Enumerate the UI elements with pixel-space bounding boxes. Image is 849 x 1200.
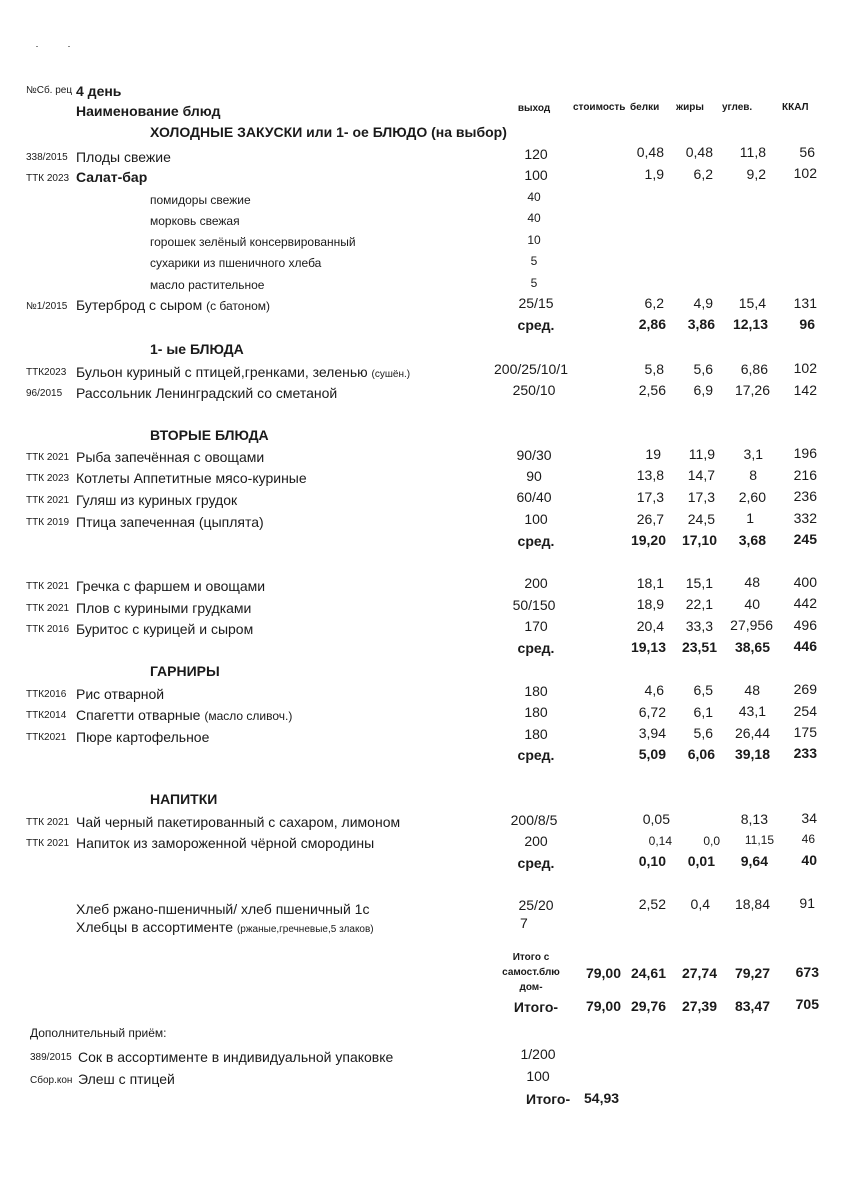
- total-kcal: 673: [795, 964, 819, 980]
- output-value: 170: [524, 618, 548, 634]
- output-value: 120: [524, 146, 548, 162]
- carbs-value: 18,84: [734, 896, 770, 912]
- dish-note: (масло сливоч.): [204, 709, 293, 723]
- protein-column-header: белки: [630, 102, 660, 113]
- dish-name: Рыба запечённая с овощами: [76, 449, 265, 465]
- carbs-avg: 3,68: [738, 532, 766, 548]
- total-kcal: 705: [795, 996, 819, 1012]
- total-label-line3: дом-: [519, 982, 543, 993]
- fat-value: 17,3: [687, 489, 715, 505]
- fat-value: 0,0: [703, 834, 720, 848]
- recipe-code: ТТК2014: [26, 710, 67, 721]
- kcal-avg: 245: [793, 531, 817, 547]
- fat-value: 6,5: [693, 682, 713, 698]
- carbs-value: 40: [744, 596, 760, 612]
- recipe-code: 338/2015: [26, 152, 68, 163]
- recipe-code: Сбор.кон: [30, 1075, 73, 1086]
- section-title-drinks: НАПИТКИ: [150, 791, 218, 807]
- ingredient-output: 10: [527, 233, 541, 247]
- total-protein: 24,61: [630, 965, 666, 981]
- carbs-avg: 12,13: [732, 316, 768, 332]
- day-title: 4 день: [76, 83, 122, 99]
- ingredient-output: 5: [530, 254, 538, 268]
- ingredient-name: горошек зелёный консервированный: [150, 235, 356, 249]
- fat-value: 4,9: [693, 295, 713, 311]
- average-label: сред.: [517, 855, 555, 871]
- ingredient-name: сухарики из пшеничного хлеба: [150, 256, 322, 270]
- protein-value: 0,14: [648, 834, 672, 848]
- recipe-code: ТТК 2023: [26, 473, 70, 484]
- kcal-value: 102: [793, 165, 817, 181]
- carbs-value: 2,60: [738, 489, 766, 505]
- kcal-value: 496: [793, 617, 817, 633]
- scan-speck: [36, 46, 38, 47]
- dish-name: Салат-бар: [76, 169, 148, 185]
- carbs-avg: 9,64: [740, 853, 768, 869]
- protein-avg: 5,09: [638, 746, 666, 762]
- fat-value: 6,2: [693, 166, 713, 182]
- kcal-value: 400: [793, 574, 817, 590]
- kcal-avg: 40: [801, 852, 817, 868]
- extra-meal-title: Дополнительный приём:: [30, 1026, 167, 1040]
- carbs-avg: 38,65: [734, 639, 770, 655]
- protein-value: 13,8: [636, 467, 664, 483]
- kcal-value: 175: [793, 724, 817, 740]
- dish-name-text: Хлебцы в ассортименте: [76, 919, 234, 935]
- protein-value: 3,94: [638, 725, 666, 741]
- ingredient-name: масло растительное: [150, 278, 265, 292]
- dish-name: Гуляш из куриных грудок: [76, 492, 238, 508]
- recipe-code: №1/2015: [26, 301, 68, 312]
- carbs-value: 9,2: [746, 166, 766, 182]
- recipe-code: ТТК 2023: [26, 173, 70, 184]
- fat-value: 15,1: [685, 575, 713, 591]
- output-value: 200/25/10/1: [494, 361, 568, 377]
- carbs-value: 48: [744, 682, 760, 698]
- protein-value: 6,2: [644, 295, 664, 311]
- carbs-value: 17,26: [734, 382, 770, 398]
- average-label: сред.: [517, 747, 555, 763]
- output-value: 250/10: [512, 382, 556, 398]
- protein-value: 26,7: [636, 511, 664, 527]
- fat-value: 5,6: [693, 725, 713, 741]
- total-carbs: 79,27: [734, 965, 770, 981]
- protein-value: 0,48: [636, 144, 664, 160]
- kcal-value: 254: [793, 703, 817, 719]
- protein-value: 5,8: [644, 361, 664, 377]
- dish-name: Рассольник Ленинградский со сметаной: [76, 385, 338, 401]
- protein-value: 18,1: [636, 575, 664, 591]
- fat-avg: 3,86: [687, 316, 715, 332]
- scan-speck: [68, 46, 70, 47]
- dish-name: Рис отварной: [76, 686, 165, 702]
- cost-column-header: стоимость: [573, 103, 626, 113]
- carbs-value: 48: [744, 574, 760, 590]
- dish-name: Напиток из замороженной чёрной смородины: [76, 835, 375, 851]
- ingredient-name: морковь свежая: [150, 214, 240, 228]
- total-fat: 27,39: [681, 998, 717, 1014]
- output-value: 25/20: [518, 897, 554, 913]
- kcal-value: 332: [793, 510, 817, 526]
- carbs-value: 3,1: [743, 446, 763, 462]
- protein-value: 2,52: [638, 896, 666, 912]
- recipe-code: ТТК 2021: [26, 495, 70, 506]
- dish-note: (сушён.): [371, 369, 411, 380]
- dish-name: Плоды свежие: [76, 149, 171, 165]
- protein-avg: 19,13: [630, 639, 666, 655]
- protein-value: 18,9: [636, 596, 664, 612]
- ingredient-output: 40: [527, 211, 541, 225]
- fat-avg: 6,06: [687, 746, 715, 762]
- recipe-code: ТТК 2021: [26, 452, 70, 463]
- recipe-code: 96/2015: [26, 388, 63, 399]
- recipe-code: ТТК 2016: [26, 624, 70, 635]
- kcal-value: 196: [793, 445, 817, 461]
- output-value: 1/200: [520, 1046, 556, 1062]
- carbs-value: 26,44: [734, 725, 770, 741]
- section-title-side-dishes: ГАРНИРЫ: [150, 663, 220, 679]
- dish-name: Чай черный пакетированный с сахаром, лимоном: [76, 814, 401, 830]
- total-label-line2: самост.блю: [502, 967, 560, 978]
- dish-note: (с батоном): [206, 299, 271, 313]
- ingredient-output: 5: [530, 276, 538, 290]
- ingredient-name: помидоры свежие: [150, 193, 251, 207]
- kcal-value: 269: [793, 681, 817, 697]
- output-value: 180: [524, 726, 548, 742]
- average-label: сред.: [517, 533, 555, 549]
- output-value: 25/15: [518, 295, 554, 311]
- kcal-value: 216: [793, 467, 817, 483]
- fat-value: 6,1: [693, 704, 713, 720]
- total-label: Итого-: [513, 999, 559, 1015]
- kcal-value: 56: [799, 144, 815, 160]
- carbs-value: 8,13: [740, 811, 768, 827]
- dish-name: [76, 365, 410, 380]
- protein-value: 19: [645, 446, 661, 462]
- recipe-code: ТТК 2021: [26, 603, 70, 614]
- recipe-code: 389/2015: [30, 1052, 72, 1063]
- fat-column-header: жиры: [676, 102, 704, 113]
- ingredient-output: 40: [527, 190, 541, 204]
- fat-value: 24,5: [687, 511, 715, 527]
- dish-name-text: Бульон куриный с птицей,гренками, зеленью: [76, 364, 368, 380]
- dish-name: Сок в ассортименте в индивидуальной упаковке: [78, 1049, 394, 1065]
- dish-name: [76, 298, 270, 312]
- dish-name: Буритос с курицей и сыром: [76, 621, 254, 637]
- dish-name-text: Бутерброд с сыром: [76, 297, 203, 313]
- fat-avg: 17,10: [681, 532, 717, 548]
- dish-name: Хлеб ржано-пшеничный/ хлеб пшеничный 1с: [76, 901, 370, 917]
- kcal-value: 131: [793, 295, 817, 311]
- average-label: сред.: [517, 317, 555, 333]
- carbs-value: 1: [746, 510, 754, 526]
- dish-name: Элеш с птицей: [78, 1071, 175, 1087]
- kcal-value: 142: [793, 382, 817, 398]
- protein-value: 20,4: [636, 618, 664, 634]
- carbs-value: 11,15: [744, 833, 774, 847]
- dish-name-text: Спагетти отварные: [76, 707, 201, 723]
- total-carbs: 83,47: [734, 998, 770, 1014]
- carbs-avg: 39,18: [734, 746, 770, 762]
- total-protein: 29,76: [630, 998, 666, 1014]
- kcal-value: 102: [793, 360, 817, 376]
- output-value: 200: [524, 833, 548, 849]
- output-value: 200/8/5: [510, 812, 558, 828]
- recipe-code: ТТК2016: [26, 689, 67, 700]
- carbs-value: 6,86: [740, 361, 768, 377]
- carbs-value: 8: [749, 467, 757, 483]
- fat-value: 0,48: [685, 144, 713, 160]
- output-value: 90/30: [516, 447, 552, 463]
- kcal-value: 34: [801, 810, 817, 826]
- output-value: 180: [524, 704, 548, 720]
- fat-value: 6,9: [693, 382, 713, 398]
- output-value: 180: [524, 683, 548, 699]
- protein-value: 2,56: [638, 382, 666, 398]
- recipe-code: ТТК 2019: [26, 517, 70, 528]
- kcal-value: 46: [801, 832, 815, 846]
- fat-avg: 0,01: [687, 853, 715, 869]
- section-title-cold-starters: ХОЛОДНЫЕ ЗАКУСКИ или 1- ое БЛЮДО (на выбор): [150, 124, 507, 140]
- output-value: 90: [526, 468, 542, 484]
- total-label-line1: Итого с: [512, 952, 550, 963]
- total-fat: 27,74: [681, 965, 717, 981]
- carbs-value: 43,1: [738, 703, 766, 719]
- output-value: 100: [524, 511, 548, 527]
- output-value: 60/40: [516, 489, 552, 505]
- protein-avg: 2,86: [638, 316, 666, 332]
- total-cost: 79,00: [585, 965, 621, 981]
- recipe-number-label: №Сб. рец: [26, 85, 73, 96]
- dish-name: [76, 708, 292, 722]
- kcal-value: 442: [793, 595, 817, 611]
- dish-name: Пюре картофельное: [76, 729, 210, 745]
- section-title-main-courses: ВТОРЫЕ БЛЮДА: [150, 427, 269, 443]
- fat-value: 11,9: [688, 446, 715, 462]
- recipe-code: ТТК 2021: [26, 838, 70, 849]
- protein-value: 0,05: [642, 811, 670, 827]
- protein-avg: 19,20: [630, 532, 666, 548]
- kcal-avg: 446: [793, 638, 817, 654]
- fat-avg: 23,51: [681, 639, 717, 655]
- protein-value: 17,3: [636, 489, 664, 505]
- protein-value: 1,9: [644, 166, 664, 182]
- dish-name: Гречка с фаршем и овощами: [76, 578, 266, 594]
- total-label: Итого-: [526, 1091, 571, 1107]
- total-cost: 54,93: [584, 1090, 620, 1106]
- carbs-value: 15,4: [738, 295, 766, 311]
- kcal-value: 236: [793, 488, 817, 504]
- kcal-value: 91: [799, 895, 815, 911]
- output-value: 100: [524, 167, 548, 183]
- fat-value: 22,1: [685, 596, 713, 612]
- fat-value: 14,7: [687, 467, 715, 483]
- output-value: 100: [526, 1068, 550, 1084]
- dish-name: Плов с куриными грудками: [76, 600, 252, 616]
- output-column-header: выход: [517, 103, 551, 114]
- recipe-code: ТТК 2021: [26, 581, 70, 592]
- recipe-code: ТТК 2021: [26, 817, 70, 828]
- output-value: 200: [524, 575, 548, 591]
- dish-name: Птица запеченная (цыплята): [76, 514, 264, 530]
- fat-value: 5,6: [693, 361, 713, 377]
- carbs-value: 27,956: [730, 617, 773, 633]
- fat-value: 0,4: [690, 896, 710, 912]
- recipe-code: ТТК2021: [26, 732, 67, 743]
- name-column-header: Наименование блюд: [76, 103, 221, 119]
- dish-note: (ржаные,гречневые,5 злаков): [236, 924, 374, 935]
- dish-name: Котлеты Аппетитные мясо-куриные: [76, 470, 307, 486]
- kcal-avg: 96: [799, 316, 815, 332]
- carbs-value: 11,8: [739, 144, 766, 160]
- section-title-first-courses: 1- ые БЛЮДА: [150, 341, 244, 357]
- dish-name: [76, 920, 374, 935]
- average-label: сред.: [517, 640, 555, 656]
- protein-value: 6,72: [638, 704, 666, 720]
- protein-avg: 0,10: [638, 853, 666, 869]
- total-cost: 79,00: [585, 998, 621, 1014]
- recipe-code: ТТК2023: [26, 367, 67, 378]
- output-value: 7: [520, 915, 528, 931]
- kcal-avg: 233: [793, 745, 817, 761]
- output-value: 50/150: [512, 597, 556, 613]
- carbs-column-header: углев.: [722, 102, 753, 113]
- protein-value: 4,6: [644, 682, 664, 698]
- fat-value: 33,3: [685, 618, 713, 634]
- kcal-column-header: ККАЛ: [782, 102, 809, 113]
